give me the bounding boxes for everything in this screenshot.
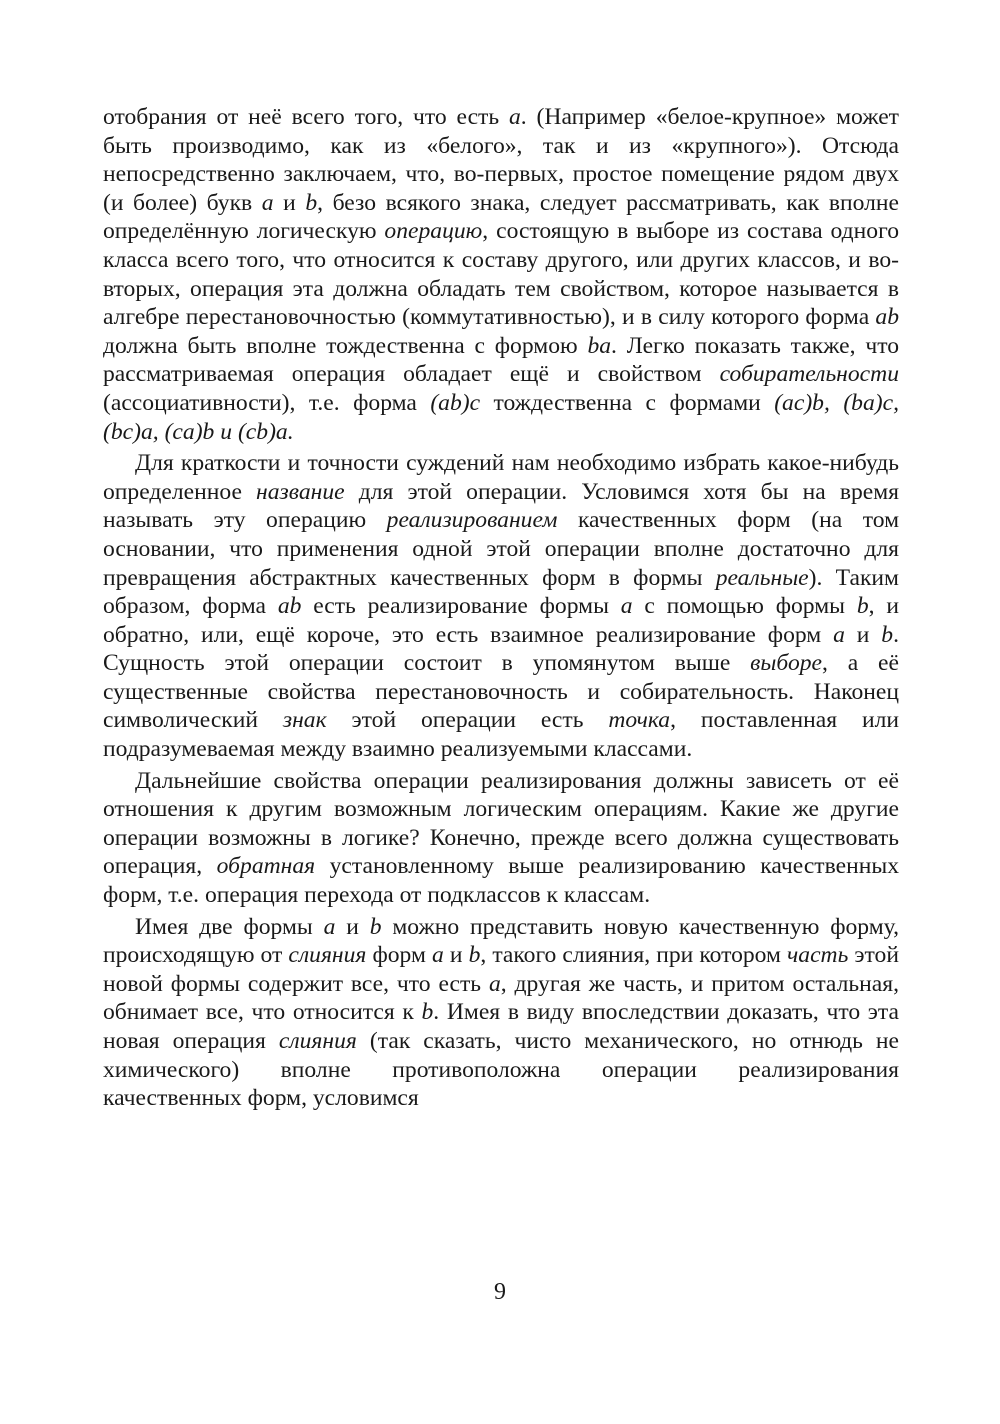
italic-text: a [509,104,521,130]
text-run: качественных форм (на том основании, что применения одной этой операции вполне достаточно для превращения абстрактных качественных форм в формы [103,507,899,591]
text-run: . (Например «белое-крупное» может быть производимо, как из «белого», так и из «крупного»). Отсюда непосредственно заключаем, что, во-первых, простое помещение рядом двух (и более) букв [103,104,899,216]
text-run: , такого слияния, при котором [480,942,788,969]
italic-text: операцию [384,218,483,245]
italic-text: b [881,621,894,648]
text-run: с помощью формы [632,593,857,620]
italic-text: b [468,942,481,969]
text-run: , а её существенные свойства перестановочность и собирательность. Наконец символический [103,650,899,734]
paragraph-1 [103,103,899,446]
italic-text: выборе [750,650,823,677]
italic-text: название [256,478,345,505]
text-run: должна быть вполне тождественна с формою [103,332,588,359]
italic-text: точка [608,707,671,734]
italic-text: обратная [216,853,316,880]
italic-text: a [432,942,444,969]
italic-text: (ac)b, (ba)c, (bc)a, (ca)b и (cb)a. [103,389,899,445]
text-run: Для краткости и точности суждений нам необходимо избрать какое-нибудь определенное [103,450,899,505]
italic-text: b [369,913,382,940]
text-run: для этой операции. Условимся хотя бы на время называть эту операцию [103,478,900,534]
text-run: , другая же часть, и притом остальная, обнимает все, что относится к [103,970,899,1026]
italic-text: b [305,189,318,216]
italic-text: реальные [715,564,809,591]
italic-text: ab [875,304,899,331]
text-run: и [844,621,882,648]
italic-text: a [323,913,336,940]
text-run: , поставленная или подразумеваемая между взаимно реализуемыми классами. [103,707,899,763]
body-text [103,103,899,1113]
italic-text: ba [587,332,612,359]
italic-text: a [620,593,633,620]
text-run: и [273,189,306,216]
italic-text: ab [277,593,302,620]
text-run: установленному выше реализированию качественных форм, т.е. операция перехода от подклассов к классам. [103,853,899,909]
text-run: и [443,942,469,969]
text-run: , состоящую в выборе из состава одного класса всего того, что относится к составу другого, или других классов, и во-вторых, операция эта должна обладать тем свойством, которое называется в алгебре перестановочностью (коммутативностью), и в силу которого форма [103,218,899,331]
page-number: 9 [494,1279,506,1305]
italic-text: знак [282,707,327,734]
italic-text: (ab)c [430,389,481,416]
paragraph-3 [103,767,899,910]
text-run: можно представить новую качественную форму, происходящую от [103,913,899,969]
text-run: . Легко показать также, что рассматриваемая операция обладает ещё и свойством [103,332,899,388]
italic-text: слияния [278,1028,357,1054]
text-run: . Сущность этой операции состоит в упомянутом выше [103,621,899,677]
text-run: , и обратно, или, ещё короче, это есть взаимное реализирование форм [103,593,899,648]
italic-text: слияния [288,942,367,969]
text-run: тождественна с формами [480,389,775,416]
text-run: форм [366,942,432,969]
italic-text: a [488,970,501,997]
text-run: есть реализирование формы [301,593,621,620]
paragraph-4 [103,913,899,1113]
text-run: этой новой формы содержит все, что есть [103,942,899,997]
text-run: этой операции есть [326,707,609,734]
text-run: , безо всякого знака, следует рассматривать, как вполне определённую логическую [103,189,899,245]
italic-text: собирательности [719,361,899,388]
italic-text: b [421,999,434,1026]
text-run: отобрания от неё всего того, что есть [103,104,509,130]
italic-text: a [261,189,274,216]
italic-text: реализированием [386,507,558,534]
text-run: Дальнейшие свойства операции реализирования должны зависеть от её отношения к другим возможным логическим операциям. Какие же другие операции возможны в логике? Конечно, прежде всего должна существовать операция, [103,767,899,880]
italic-text: a [833,621,845,648]
text-run: . Имея в виду впоследствии доказать, что эта новая операция [103,999,899,1054]
text-run: (ассоциативности), т.е. форма [103,389,431,416]
italic-text: часть [787,942,849,969]
italic-text: b [856,593,869,620]
text-run: ). Таким образом, форма [103,564,899,620]
text-run: (так сказать, чисто механического, но отнюдь не химического) вполне противоположна операции реализирования качественных форм, условимся [103,1028,899,1112]
text-run: Имея две формы [135,913,324,940]
paragraph-2 [103,449,899,764]
text-run: и [335,913,370,940]
